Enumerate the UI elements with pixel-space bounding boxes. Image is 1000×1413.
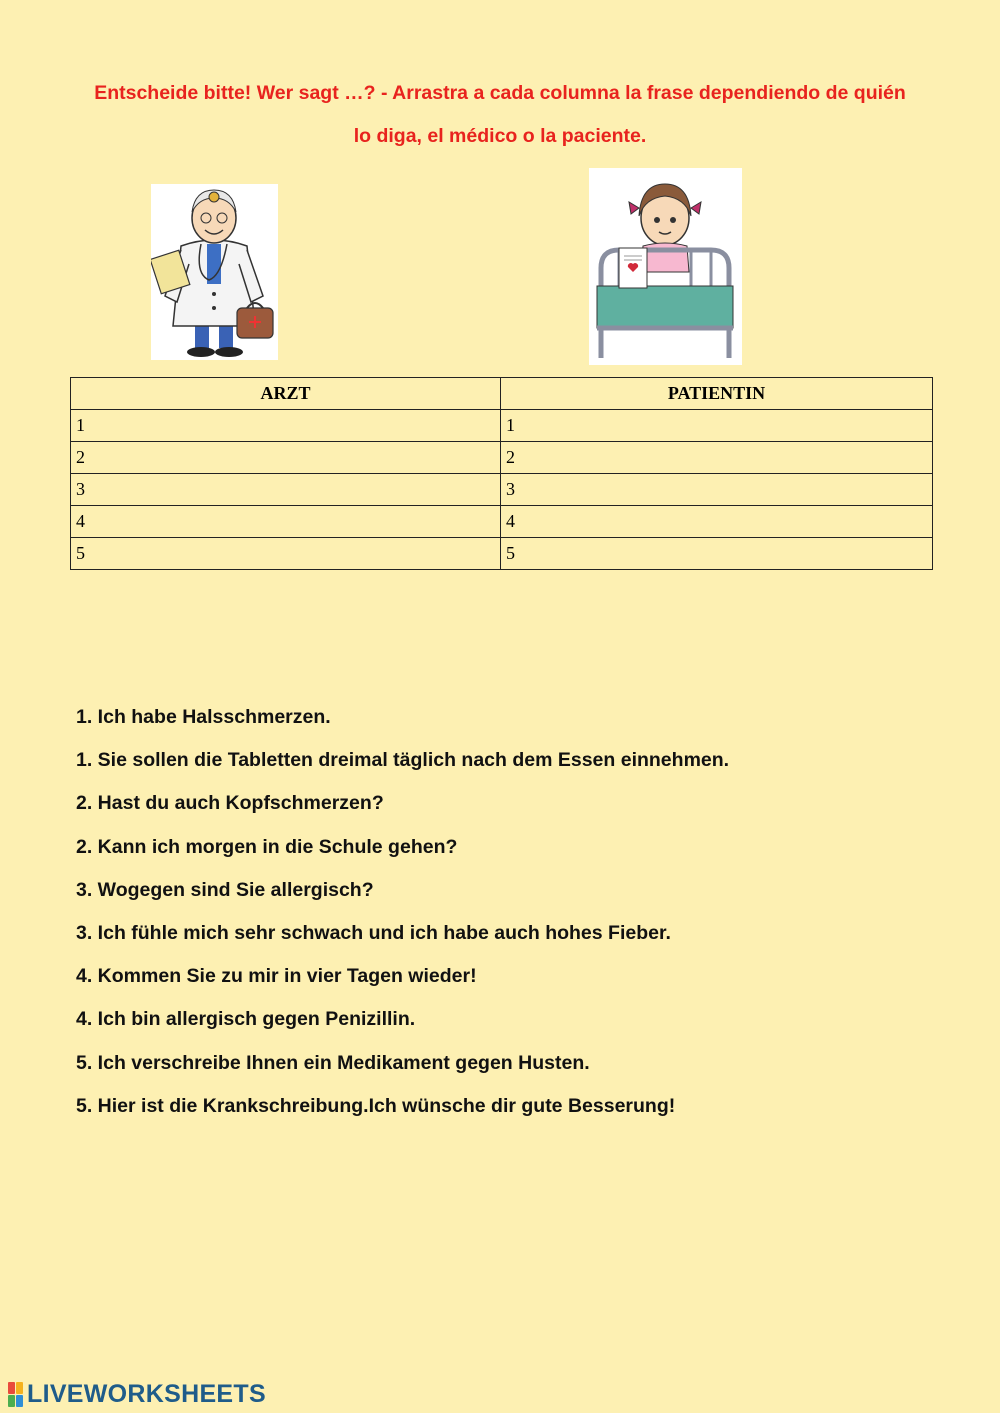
sentence-list: [76, 700, 729, 1132]
draggable-sentence[interactable]: 3. Wogegen sind Sie allergisch?: [76, 878, 374, 901]
liveworksheets-logo: [8, 1380, 266, 1408]
draggable-sentence[interactable]: 4. Kommen Sie zu mir in vier Tagen wieder!: [76, 965, 477, 988]
instructions-line-2: lo diga, el médico o la paciente.: [353, 125, 647, 147]
column-header-patientin: PATIENTIN: [501, 378, 933, 410]
draggable-sentence[interactable]: 2. Kann ich morgen in die Schule gehen?: [76, 835, 458, 858]
patient-in-bed-icon: [589, 168, 742, 365]
doctor-icon: [151, 184, 278, 360]
table-row: [71, 442, 933, 474]
drop-slot-arzt-4[interactable]: 4: [71, 506, 501, 538]
draggable-sentence[interactable]: 1. Sie sollen die Tabletten dreimal täglich nach dem Essen einnehmen.: [76, 749, 730, 772]
table-header-row: [71, 378, 933, 410]
drop-slot-arzt-5[interactable]: 5: [71, 538, 501, 570]
draggable-sentence[interactable]: 4. Ich bin allergisch gegen Penizillin.: [76, 1008, 416, 1031]
drop-slot-arzt-2[interactable]: 2: [71, 442, 501, 474]
instructions-line-1: Entscheide bitte! Wer sagt …? - Arrastra a cada columna la frase dependiendo de quién: [94, 82, 906, 104]
table-row: [71, 410, 933, 442]
logo-blocks-icon: [8, 1382, 23, 1407]
table-row: [71, 506, 933, 538]
draggable-sentence[interactable]: 2. Hast du auch Kopfschmerzen?: [76, 792, 384, 815]
draggable-sentence[interactable]: 5. Hier ist die Krankschreibung.Ich wünsche dir gute Besserung!: [76, 1094, 676, 1117]
drop-slot-patientin-4[interactable]: 4: [501, 506, 933, 538]
drop-slot-patientin-5[interactable]: 5: [501, 538, 933, 570]
instructions: [60, 72, 940, 158]
table-row: [71, 538, 933, 570]
draggable-sentence[interactable]: 3. Ich fühle mich sehr schwach und ich habe auch hohes Fieber.: [76, 921, 671, 944]
patient-illustration: [589, 168, 742, 365]
drop-slot-arzt-1[interactable]: 1: [71, 410, 501, 442]
draggable-sentence[interactable]: 5. Ich verschreibe Ihnen ein Medikament gegen Husten.: [76, 1051, 590, 1074]
drop-slot-patientin-3[interactable]: 3: [501, 474, 933, 506]
brand-name: LIVEWORKSHEETS: [27, 1379, 266, 1408]
draggable-sentence[interactable]: 1. Ich habe Halsschmerzen.: [76, 706, 331, 728]
drop-slot-patientin-1[interactable]: 1: [501, 410, 933, 442]
column-header-arzt: ARZT: [71, 378, 501, 410]
drop-slot-arzt-3[interactable]: 3: [71, 474, 501, 506]
drop-slot-patientin-2[interactable]: 2: [501, 442, 933, 474]
answer-table: [70, 377, 933, 570]
doctor-illustration: [151, 184, 278, 360]
table-row: [71, 474, 933, 506]
